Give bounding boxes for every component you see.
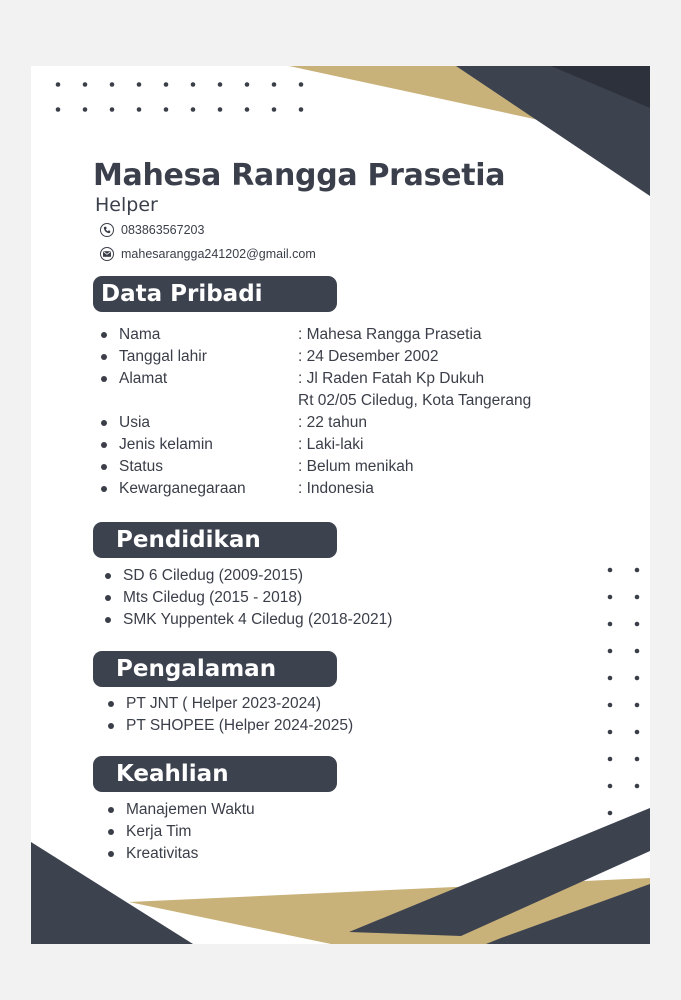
list-item: Manajemen Waktu [108, 799, 255, 821]
dot-grid-top [53, 82, 313, 122]
section-header-pendidikan: Pendidikan [93, 522, 337, 558]
list-item: Usia : 22 tahun [101, 412, 581, 434]
cv-page [31, 66, 650, 944]
contact-phone [100, 223, 204, 237]
list-item: Tanggal lahir : 24 Desember 2002 [101, 346, 581, 368]
section-header-pengalaman: Pengalaman [93, 651, 337, 687]
list-item: Status : Belum menikah [101, 456, 581, 478]
list-item: Kreativitas [108, 843, 255, 865]
candidate-role: Helper [95, 194, 158, 216]
email-address: mahesarangga241202@gmail.com [121, 247, 316, 261]
pengalaman-list [108, 693, 353, 737]
list-item-continuation: Rt 02/05 Ciledug, Kota Tangerang [298, 392, 532, 409]
list-item: PT SHOPEE (Helper 2024-2025) [108, 715, 353, 737]
data-pribadi-list [101, 324, 581, 500]
list-item: PT JNT ( Helper 2023-2024) [108, 693, 353, 715]
keahlian-list [108, 799, 255, 865]
list-item: SD 6 Ciledug (2009-2015) [105, 565, 392, 587]
candidate-name: Mahesa Rangga Prasetia [93, 158, 506, 193]
list-item: Nama : Mahesa Rangga Prasetia [101, 324, 581, 346]
mail-icon [100, 247, 114, 261]
list-item: Mts Ciledug (2015 - 2018) [105, 587, 392, 609]
section-header-keahlian: Keahlian [93, 756, 337, 792]
section-header-data-pribadi: Data Pribadi [93, 276, 337, 312]
list-item: Alamat : Jl Raden Fatah Kp Dukuh [101, 368, 581, 390]
contact-email [100, 247, 316, 261]
dot-grid-right [604, 566, 644, 822]
pendidikan-list [105, 565, 392, 631]
list-item: SMK Yuppentek 4 Ciledug (2018-2021) [105, 609, 392, 631]
phone-number: 083863567203 [121, 223, 205, 237]
list-item: Jenis kelamin : Laki-laki [101, 434, 581, 456]
phone-icon [100, 223, 114, 237]
list-item: Kerja Tim [108, 821, 255, 843]
list-item: Kewarganegaraan : Indonesia [101, 478, 581, 500]
